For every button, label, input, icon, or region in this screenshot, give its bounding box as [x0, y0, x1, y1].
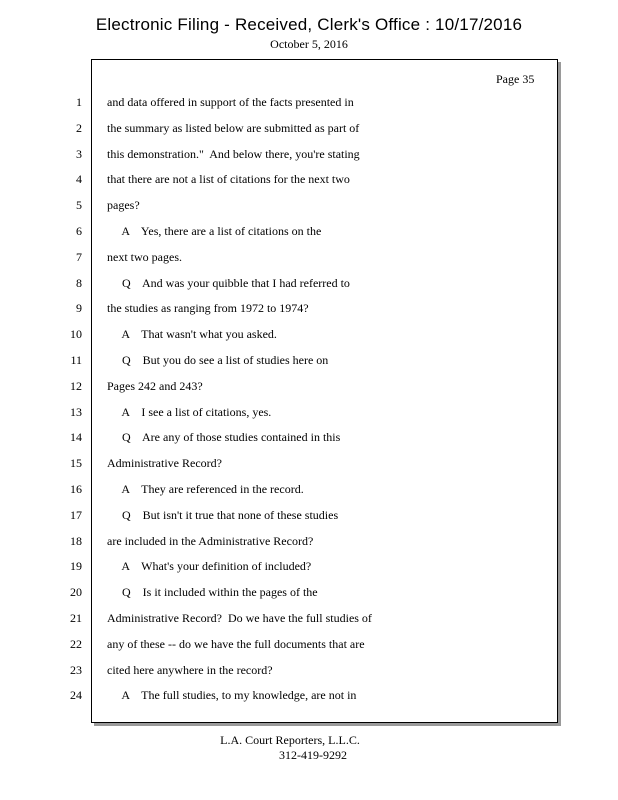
transcript-line: are included in the Administrative Record?	[107, 534, 314, 548]
transcript-line: that there are not a list of citations for the next two	[107, 172, 350, 186]
line-number: 11	[70, 353, 82, 367]
transcript-line: Administrative Record? Do we have the full studies of	[107, 611, 372, 625]
transcript-line: Q But isn't it true that none of these studies	[107, 508, 339, 522]
line-number: 3	[76, 147, 82, 161]
court-reporter-phone: 312-419-9292	[279, 748, 347, 762]
transcript-line: and data offered in support of the facts presented in	[107, 95, 354, 109]
transcript-line: the studies as ranging from 1972 to 1974?	[107, 301, 309, 315]
line-number: 6	[76, 224, 82, 238]
transcript-line: A What's your definition of included?	[107, 559, 312, 573]
line-number: 20	[70, 585, 82, 599]
line-number: 22	[70, 637, 82, 651]
transcript-line: Administrative Record?	[107, 456, 222, 470]
transcript-line: Pages 242 and 243?	[107, 379, 203, 393]
transcript-line: A That wasn't what you asked.	[107, 327, 277, 341]
transcript-line: Q And was your quibble that I had referred to	[107, 276, 350, 290]
line-number: 18	[70, 534, 82, 548]
page-number: Page 35	[496, 72, 535, 86]
transcript-line: next two pages.	[107, 250, 182, 264]
line-number: 15	[70, 456, 82, 470]
transcript-line: A They are referenced in the record.	[107, 482, 304, 496]
transcript-line: A I see a list of citations, yes.	[107, 405, 272, 419]
line-number: 9	[76, 301, 82, 315]
transcript-line: A Yes, there are a list of citations on the	[107, 224, 322, 238]
line-number: 5	[76, 198, 82, 212]
transcript-line: any of these -- do we have the full documents that are	[107, 637, 365, 651]
line-number: 14	[70, 430, 82, 444]
line-number: 10	[70, 327, 82, 341]
transcript-line: Q Are any of those studies contained in this	[107, 430, 341, 444]
filing-stamp-header: Electronic Filing - Received, Clerk's Office : 10/17/2016	[95, 15, 523, 34]
transcript-line: pages?	[107, 198, 140, 212]
transcript-line: the summary as listed below are submitted as part of	[107, 121, 360, 135]
line-number: 19	[70, 559, 82, 573]
line-number: 12	[70, 379, 82, 393]
transcript-line: Q But you do see a list of studies here on	[107, 353, 329, 367]
transcript-line: cited here anywhere in the record?	[107, 663, 273, 677]
transcript-date: October 5, 2016	[270, 37, 348, 51]
court-reporter-name: L.A. Court Reporters, L.L.C.	[220, 733, 360, 747]
line-number: 21	[70, 611, 82, 625]
line-number: 2	[76, 121, 82, 135]
line-number: 7	[76, 250, 82, 264]
line-number: 4	[76, 172, 82, 186]
transcript-line: this demonstration." And below there, you're stating	[107, 147, 360, 161]
line-number: 17	[70, 508, 82, 522]
line-number: 24	[70, 688, 82, 702]
transcript-line: Q Is it included within the pages of the	[107, 585, 318, 599]
line-number: 16	[70, 482, 82, 496]
line-number: 13	[70, 405, 82, 419]
line-number: 8	[76, 276, 82, 290]
line-number: 23	[70, 663, 82, 677]
transcript-line: A The full studies, to my knowledge, are not in	[107, 688, 357, 702]
line-number: 1	[76, 95, 82, 109]
